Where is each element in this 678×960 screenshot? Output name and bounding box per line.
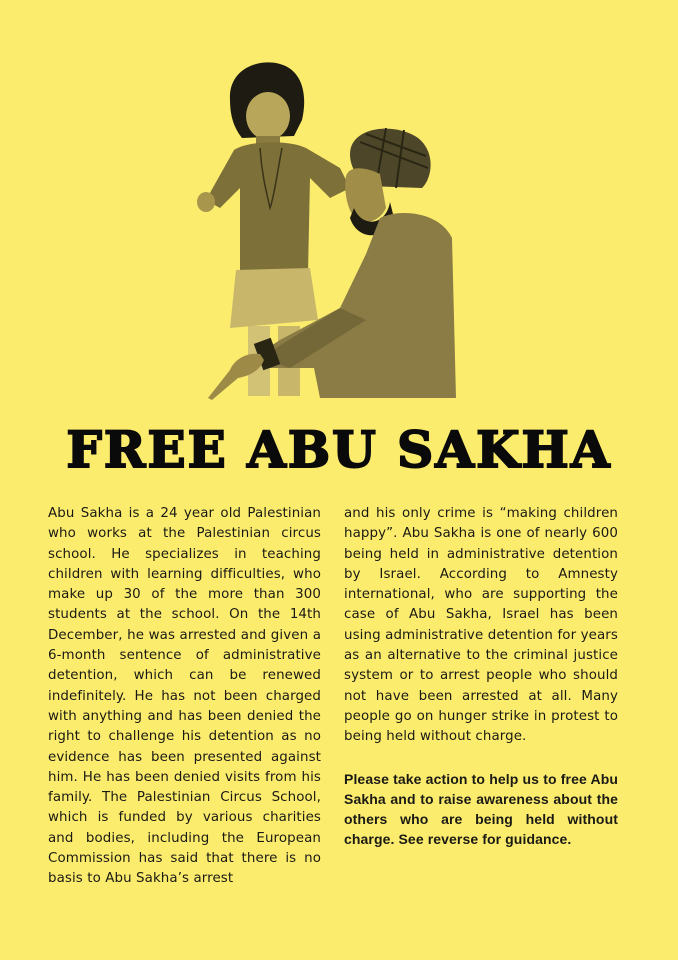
- halftone-photo-illustration: [190, 58, 460, 408]
- body-right-column: [344, 504, 618, 850]
- photo-girl-and-man: [190, 58, 460, 408]
- call-to-action: Please take action to help us to free Abu Sakha and to raise awareness about the others who are being held without charge. See reverse for guidance.: [344, 770, 618, 848]
- body-left-column: [48, 504, 321, 890]
- headline: FREE ABU SAKHA: [66, 420, 612, 479]
- body-paragraph-left: Abu Sakha is a 24 year old Palestinian who works at the Palestinian circus school. He specializes in teaching children with learning difficulties, who make up 30 of the more than 300 students at the school. On the 14th December, he was arrested and given a 6-month sentence of administrative detention, which can be renewed indefinitely. He has not been charged with anything and has been denied the right to challenge his detention as no evidence has been presented against him. He has been denied visits from his family. The Palestinian Circus School, which is funded by various charities and bodies, including the European Commission has said that there is no basis to Abu Sakha’s arrest: [48, 506, 321, 887]
- body-paragraph-right: and his only crime is “making children happy”. Abu Sakha is one of nearly 600 being held in administrative detention by Israel. According to Amnesty international, who are supporting the case of Abu Sakha, Israel has been using administrative detention for years as an alternative to the criminal justice system or to arrest people who should not have been arrested at all. Many people go on hunger strike in protest to being held without charge.: [344, 506, 618, 745]
